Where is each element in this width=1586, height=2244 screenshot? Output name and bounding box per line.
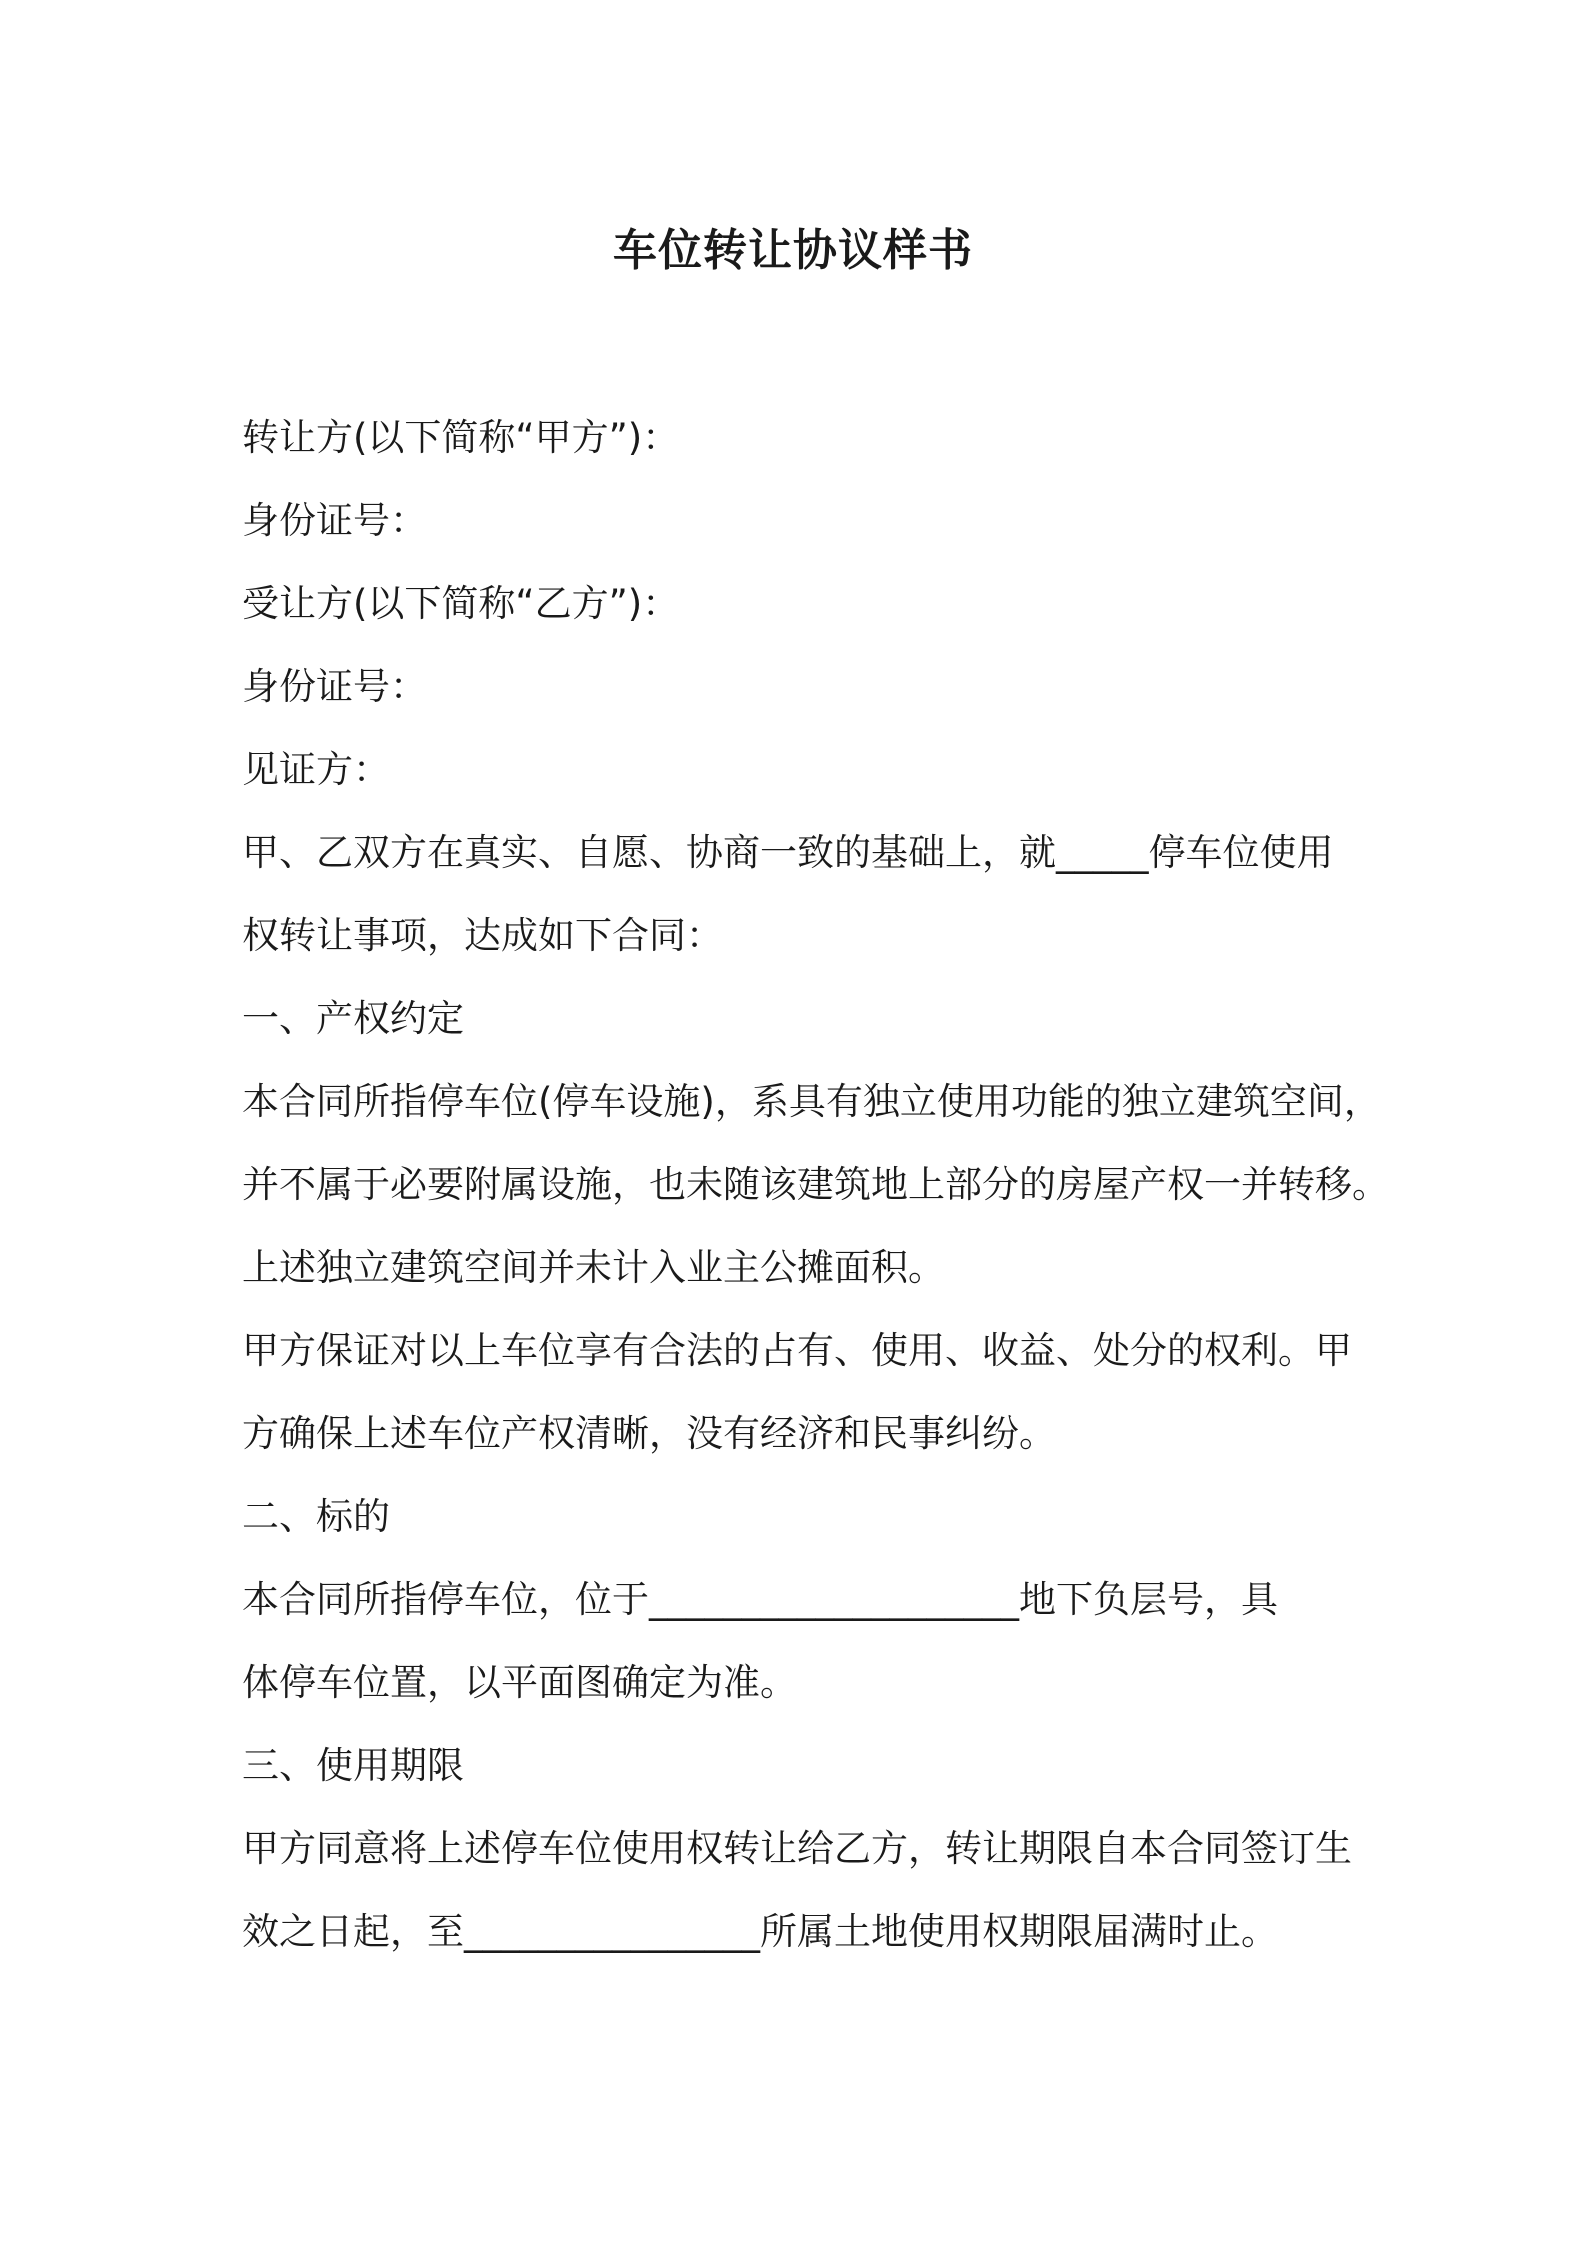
property-rights-line-3: 上述独立建筑空间并未计入业主公摊面积。 xyxy=(242,1246,945,1289)
transferor-line: 转让方(以下简称“甲方”)： xyxy=(242,416,680,459)
subject-line-1: 本合同所指停车位，位于____________________地下负层号，具 xyxy=(242,1578,1278,1621)
witness-line: 见证方： xyxy=(242,748,390,791)
transferee-line: 受让方(以下简称“乙方”)： xyxy=(242,582,680,625)
term-line-1: 甲方同意将上述停车位使用权转让给乙方，转让期限自本合同签订生 xyxy=(242,1827,1352,1870)
property-rights-line-2: 并不属于必要附属设施，也未随该建筑地上部分的房屋产权一并转移。 xyxy=(242,1163,1389,1206)
property-rights-line-4: 甲方保证对以上车位享有合法的占有、使用、收益、处分的权利。甲 xyxy=(242,1329,1352,1372)
preamble-line-2: 权转让事项，达成如下合同： xyxy=(242,914,723,957)
transferor-id-line: 身份证号： xyxy=(242,499,427,542)
section-heading-property-rights: 一、产权约定 xyxy=(242,997,464,1040)
section-heading-subject: 二、标的 xyxy=(242,1495,390,1538)
subject-line-2: 体停车位置，以平面图确定为准。 xyxy=(242,1661,797,1704)
section-heading-term: 三、使用期限 xyxy=(242,1744,464,1787)
term-line-2: 效之日起，至________________所属土地使用权期限届满时止。 xyxy=(242,1910,1278,1953)
document-body xyxy=(242,406,1389,1983)
property-rights-line-1: 本合同所指停车位(停车设施)，系具有独立使用功能的独立建筑空间， xyxy=(242,1080,1381,1123)
property-rights-line-5: 方确保上述车位产权清晰，没有经济和民事纠纷。 xyxy=(242,1412,1056,1455)
document-title: 车位转让协议样书 xyxy=(613,225,973,276)
preamble-line-1: 甲、乙双方在真实、自愿、协商一致的基础上，就_____停车位使用 xyxy=(242,831,1334,874)
transferee-id-line: 身份证号： xyxy=(242,665,427,708)
